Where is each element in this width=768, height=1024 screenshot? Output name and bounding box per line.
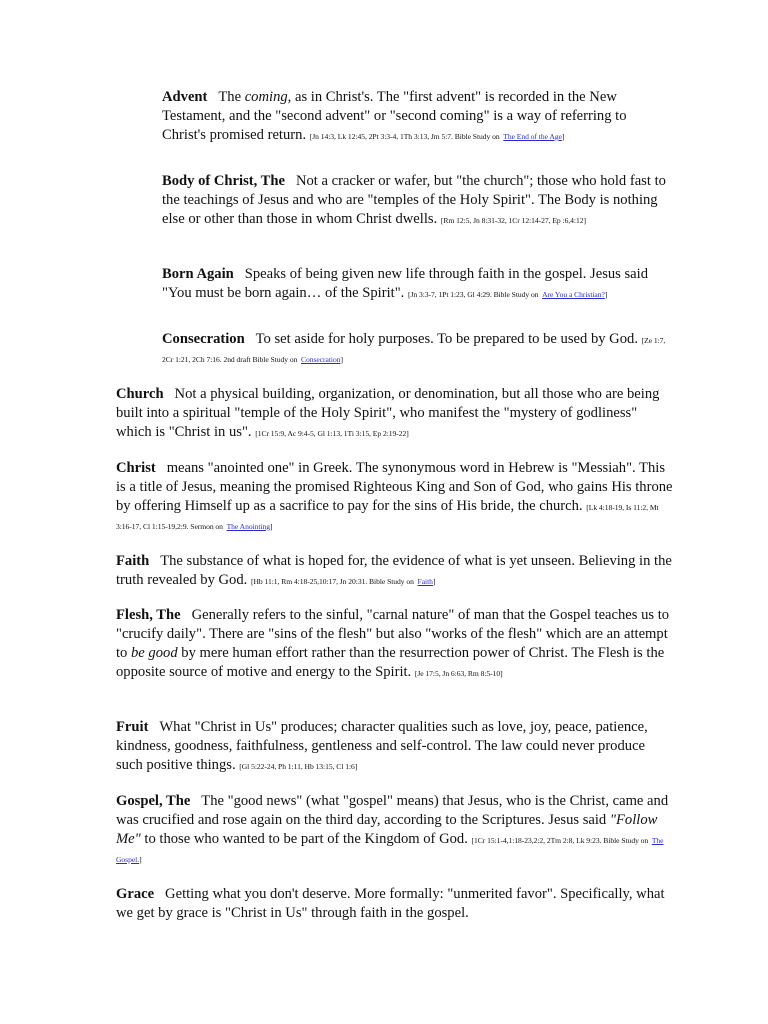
entry-flesh [116, 606, 674, 682]
scripture-reference: [Lk 4:18-19, Is 11:2, Mt 3:16-17, Cl 1:15-19,2:9. Sermon on [116, 503, 659, 531]
emphasis-text: coming, [244, 89, 292, 105]
entry-fruit [116, 718, 674, 775]
scripture-reference: [Rm 12:5, Jn 8:31-32, 1Cr 12:14-27, Ep :6,4:12] [440, 216, 586, 225]
reference-close: ] [561, 132, 565, 141]
term-church: Church [116, 386, 164, 402]
entry-born-again [162, 265, 674, 303]
bible-study-link-faith[interactable]: Faith [417, 577, 433, 586]
entry-body-of-christ [162, 172, 674, 229]
entry-gospel [116, 792, 674, 868]
scripture-reference: [1Cr 15:1-4,1:18-23,2:2, 2Tm 2:8, Lk 9:23. Bible Study on [471, 836, 649, 845]
definition-text: to those who wanted to be part of the Kingdom of God. [140, 831, 468, 847]
entry-consecration [162, 330, 674, 368]
definition-text: Not a physical building, organization, or denomination, but all those who are being built into a spiritual "temple of the Holy Spirit", who manifest the "mystery of godliness" which is "Christ in us". [116, 386, 660, 440]
term-christ: Christ [116, 460, 156, 476]
term-born-again: Born Again [162, 266, 234, 282]
term-consecration: Consecration [162, 331, 245, 347]
reference-close: ] [432, 577, 436, 586]
definition-text: Getting what you don't deserve. More formally: "unmerited favor". Specifically, what we get by grace is "Christ in Us" through faith in the gospel. [116, 886, 665, 921]
scripture-reference: [Je 17:5, Jn 6:63, Rm 8:5-10] [414, 669, 503, 678]
term-advent: Advent [162, 89, 208, 105]
emphasis-text: "Follow Me" [116, 812, 658, 847]
term-fruit: Fruit [116, 719, 149, 735]
definition-text: as in Christ's. The "first advent" is recorded in the New Testament, and the "second advent" or "second coming" is a way of referring to Christ's promised return. [162, 89, 627, 143]
reference-close: ] [139, 855, 142, 864]
reference-close: ] [340, 355, 343, 364]
term-gospel: Gospel, The [116, 793, 191, 809]
emphasis-text: be good [131, 645, 178, 661]
bible-study-link-the-gospel[interactable]: The Gospel. [116, 836, 664, 864]
bible-study-link-are-you-christian[interactable]: Are You a Christian? [542, 290, 605, 299]
term-flesh: Flesh, The [116, 607, 181, 623]
definition-text: The [218, 89, 245, 105]
scripture-reference: [Jn 3:3-7, 1Pt 1:23, Gl 4:29. Bible Study on [407, 290, 539, 299]
definition-text: The "good news" (what "gospel" means) that Jesus, who is the Christ, came and was crucified and rose again on the third day, according to the Scriptures. Jesus said [116, 793, 669, 828]
entry-grace [116, 885, 674, 923]
sermon-link-the-anointing[interactable]: The Anointing [226, 522, 271, 531]
definition-text: What "Christ in Us" produces; character qualities such as love, joy, peace, patience, kindness, goodness, faithfulness, gentleness and self-control. The law could never produce such positive things. [116, 719, 648, 773]
definition-text: by mere human effort rather than the resurrection power of Christ. The Flesh is the opposite source of motive and energy to the Spirit. [116, 645, 665, 680]
scripture-reference: [Gl 5:22-24, Ph 1:11, Hb 13:15, Cl 1:6] [239, 762, 358, 771]
entry-church [116, 385, 674, 442]
reference-close: ] [604, 290, 608, 299]
scripture-reference: [Ze 1:7, 2Cr 1:21, 2Ch 7:16. 2nd draft Bible Study on [162, 336, 666, 364]
definition-text: The substance of what is hoped for, the evidence of what is yet unseen. Believing in the truth revealed by God. [116, 553, 672, 588]
scripture-reference: [Jn 14:3, Lk 12:45, 2Pt 3:3-4, 1Th 3:13, Jm 5:7. Bible Study on [309, 132, 500, 141]
term-faith: Faith [116, 553, 150, 569]
definition-text: To set aside for holy purposes. To be prepared to be used by God. [255, 331, 638, 347]
definition-text: Speaks of being given new life through faith in the gospel. Jesus said "You must be born again… of the Spirit". [162, 266, 649, 301]
bible-study-link-consecration[interactable]: Consecration [301, 355, 341, 364]
entry-faith [116, 552, 674, 590]
term-body-of-christ: Body of Christ, The [162, 173, 285, 189]
definition-text: Not a cracker or wafer, but "the church"; those who hold fast to the teachings of Jesus and who are "temples of the Holy Spirit". The Body is nothing else or other than those in whom Christ dwells. [162, 173, 666, 227]
reference-close: ] [270, 522, 273, 531]
scripture-reference: [Hb 11:1, Rm 4:18-25,10:17, Jn 20:31. Bible Study on [250, 577, 414, 586]
entry-advent [162, 88, 674, 145]
entry-christ [116, 459, 674, 535]
definition-text: Generally refers to the sinful, "carnal nature" of man that the Gospel teaches us to "crucify daily". There are "sins of the flesh" but also "works of the flesh" which are an attempt to [116, 607, 670, 661]
scripture-reference: [1Cr 15:9, Ac 9:4-5, Gl 1:13, 1Ti 3:15, Ep 2:19-22] [255, 429, 409, 438]
bible-study-link-end-of-age[interactable]: The End of the Age [503, 132, 562, 141]
definition-text: means "anointed one" in Greek. The synonymous word in Hebrew is "Messiah". This is a title of Jesus, meaning the promised Righteous King and Son of God, who gains His throne by offering Himself up as a sacrifice to pay for the sins of His bride, the church. [116, 460, 673, 514]
term-grace: Grace [116, 886, 155, 902]
